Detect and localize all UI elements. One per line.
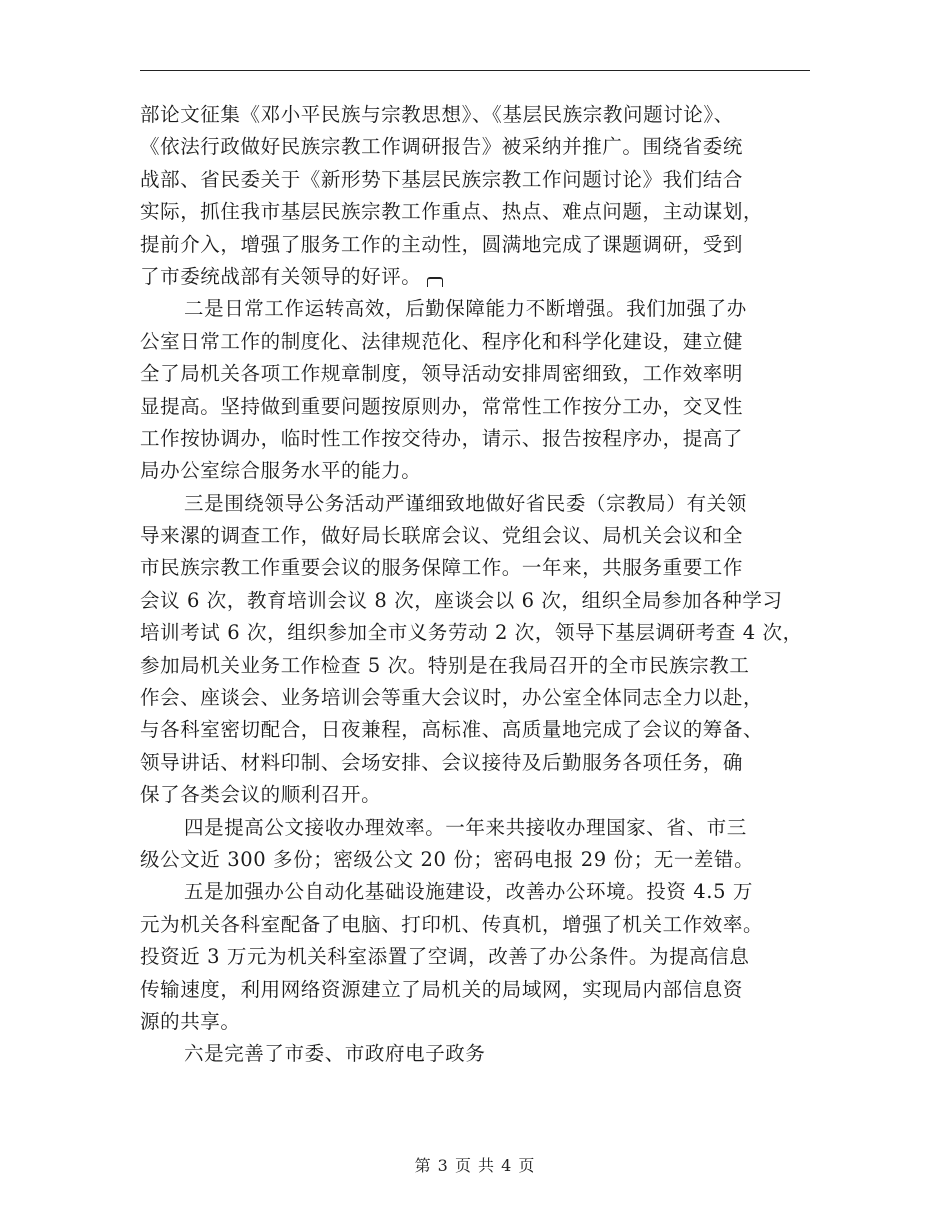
- text-line: [140, 293, 830, 325]
- text-line-content: 传输速度，利用网络资源建立了局机关的局域网，实现局内部信息资: [140, 977, 744, 1001]
- text-line: [140, 779, 830, 811]
- header-rule: [140, 70, 810, 71]
- text-line: [140, 714, 830, 746]
- text-line-content: 显提高。坚持做到重要问题按原则办，常常性工作按分工办，交叉性: [140, 394, 744, 418]
- text-line: [140, 423, 830, 455]
- text-line: [140, 391, 830, 423]
- text-line-content: 提前介入，增强了服务工作的主动性，圆满地完成了课题调研，受到: [140, 232, 744, 256]
- text-line: [140, 682, 830, 714]
- text-line: [140, 196, 830, 228]
- text-line-content: 参加局机关业务工作检查 5 次。特别是在我局召开的全市民族宗教工: [140, 653, 750, 677]
- page-footer: 第 3 页 共 4 页: [414, 1156, 536, 1175]
- text-line-content: 三是围绕领导公务活动严谨细致地做好省民委（宗教局）有关领: [184, 491, 747, 515]
- text-line: [140, 552, 830, 584]
- text-line: [140, 488, 830, 520]
- text-line: [140, 520, 830, 552]
- text-line-content: 全了局机关各项工作规章制度，领导活动安排周密细致，工作效率明: [140, 362, 744, 386]
- text-line-content: 市民族宗教工作重要会议的服务保障工作。一年来，共服务重要工作: [140, 556, 744, 580]
- body-text: [140, 99, 830, 1071]
- text-line-content: 元为机关各科室配备了电脑、打印机、传真机，增强了机关工作效率。: [140, 912, 764, 936]
- text-line: [140, 876, 830, 908]
- text-line-content: 作会、座谈会、业务培训会等重大会议时，办公室全体同志全力以赴，: [140, 686, 764, 710]
- text-line: [140, 974, 830, 1006]
- text-line: [140, 747, 830, 779]
- text-line: [140, 229, 830, 261]
- text-line-content: 会议 6 次，教育培训会议 8 次，座谈会以 6 次，组织全局参加各种学习: [140, 588, 783, 612]
- text-line-content: 与各科室密切配合，日夜兼程，高标准、高质量地完成了会议的筹备、: [140, 718, 764, 742]
- text-line-content: 五是加强办公自动化基础设施建设，改善办公环境。投资 4.5 万: [184, 880, 754, 904]
- text-line-content: 级公文近 300 多份；密级公文 20 份；密码电报 29 份；无一差错。: [140, 847, 755, 871]
- text-line-content: 四是提高公文接收办理效率。一年来共接收办理国家、省、市三: [184, 815, 747, 839]
- text-line: [140, 99, 830, 131]
- text-line-content: 源的共享。: [140, 1009, 241, 1033]
- text-line: [140, 1006, 830, 1038]
- text-line: [140, 131, 830, 163]
- text-line: [140, 1038, 830, 1070]
- text-line: [140, 844, 830, 876]
- text-line: [140, 358, 830, 390]
- text-line: [140, 455, 830, 487]
- text-line-content: 工作按协调办，临时性工作按交待办，请示、报告按程序办，提高了: [140, 426, 744, 450]
- text-line-content: 《依法行政做好民族宗教工作调研报告》被采纳并推广。围绕省委统: [140, 135, 744, 159]
- text-line: [140, 585, 830, 617]
- text-line: [140, 941, 830, 973]
- text-line-content: 战部、省民委关于《新形势下基层民族宗教工作问题讨论》我们结合: [140, 167, 744, 191]
- text-line-content: 投资近 3 万元为机关科室添置了空调，改善了办公条件。为提高信息: [140, 945, 750, 969]
- text-line: [140, 326, 830, 358]
- text-line: [140, 812, 830, 844]
- text-line-content: 实际，抓住我市基层民族宗教工作重点、热点、难点问题，主动谋划，: [140, 200, 764, 224]
- text-line-content: 公室日常工作的制度化、法律规范化、程序化和科学化建设，建立健: [140, 329, 744, 353]
- text-line: [140, 909, 830, 941]
- edit-mark-icon: [427, 277, 443, 287]
- text-line-content: 六是完善了市委、市政府电子政务: [184, 1042, 486, 1066]
- text-line-content: 领导讲话、材料印制、会场安排、会议接待及后勤服务各项任务，确: [140, 750, 744, 774]
- text-line-content: 保了各类会议的顺利召开。: [140, 783, 382, 807]
- text-line-content: 部论文征集《邓小平民族与宗教思想》、《基层民族宗教问题讨论》、: [140, 103, 734, 126]
- text-line: [140, 617, 830, 649]
- text-line-content: 导来漯的调查工作，做好局长联席会议、党组会议、局机关会议和全: [140, 524, 744, 548]
- text-line-content: 了市委统战部有关领导的好评。: [140, 264, 422, 288]
- text-line: [140, 164, 830, 196]
- text-line: [140, 650, 830, 682]
- text-line-content: 培训考试 6 次，组织参加全市义务劳动 2 次，领导下基层调研考查 4 次，: [140, 621, 803, 645]
- text-line: [140, 261, 830, 293]
- text-line-content: 二是日常工作运转高效，后勤保障能力不断增强。我们加强了办: [184, 297, 747, 321]
- text-line-content: 局办公室综合服务水平的能力。: [140, 459, 422, 483]
